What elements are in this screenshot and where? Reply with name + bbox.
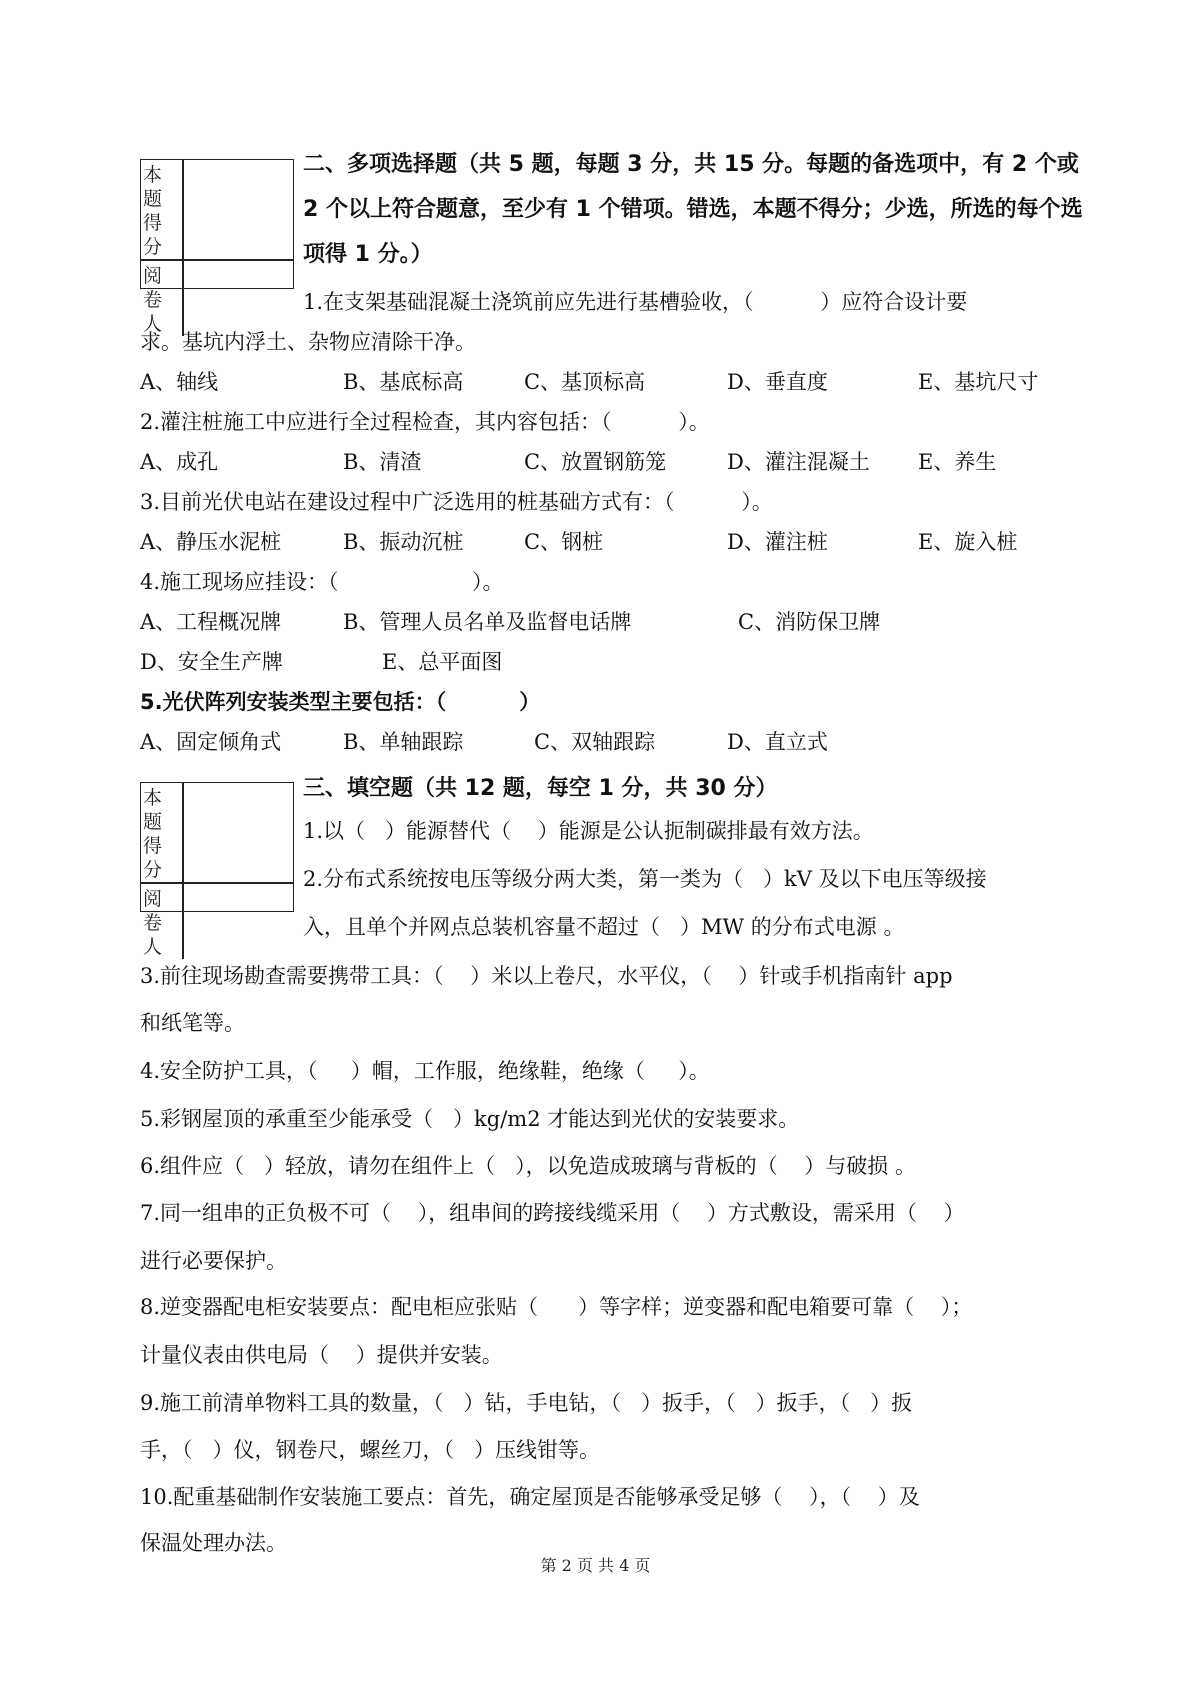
- fill-blank-line-15: 10.配重基础制作安装施工要点：首先，确定屋顶是否能够承受足够（ ），（ ）及: [140, 1485, 920, 1509]
- q2-option-c: C、放置钢筋笼: [524, 450, 667, 474]
- reviewer-label: 阅卷人: [141, 260, 183, 336]
- question-2-line-1: 2.灌注桩施工中应进行全过程检查，其内容包括：（ ）。: [140, 410, 710, 434]
- reviewer-value-cell: [183, 883, 293, 959]
- q1-option-c: C、基顶标高: [524, 370, 646, 394]
- q5-option-c: C、双轴跟踪: [534, 730, 656, 754]
- fill-blank-line-1: 1.以（ ）能源替代（ ）能源是公认扼制碳排最有效方法。: [303, 819, 874, 843]
- fill-blank-line-10: 进行必要保护。: [140, 1249, 287, 1273]
- fill-blank-line-16: 保温处理办法。: [140, 1531, 287, 1555]
- score-box-section-3: [140, 782, 294, 958]
- fill-blank-line-8: 6.组件应（ ）轻放，请勿在组件上（ ），以免造成玻璃与背板的（ ）与破损 。: [140, 1154, 916, 1178]
- section-3-heading: 三、填空题（共 12 题，每空 1 分，共 30 分）: [303, 776, 778, 801]
- q1-option-d: D、垂直度: [727, 370, 828, 394]
- score-label: 本题得分: [141, 160, 183, 260]
- q4-option-d: D、安全生产牌: [140, 650, 283, 674]
- reviewer-label: 阅卷人: [141, 883, 183, 959]
- q1-option-e: E、基坑尺寸: [918, 370, 1039, 394]
- fill-blank-line-5: 和纸笔等。: [140, 1011, 245, 1035]
- question-1-line-2: 求。基坑内浮土、杂物应清除干净。: [140, 330, 476, 354]
- question-4-line-1: 4.施工现场应挂设：（ ）。: [140, 570, 504, 594]
- q1-option-a: A、轴线: [140, 370, 219, 394]
- fill-blank-line-2: 2.分布式系统按电压等级分两大类，第一类为（ ）kV 及以下电压等级接: [303, 867, 987, 891]
- q2-option-d: D、灌注混凝土: [727, 450, 870, 474]
- q2-option-b: B、清渣: [343, 450, 422, 474]
- fill-blank-line-12: 计量仪表由供电局（ ）提供并安装。: [140, 1343, 503, 1367]
- score-value-cell: [183, 160, 293, 260]
- q5-option-b: B、单轴跟踪: [343, 730, 464, 754]
- section-2-heading: 二、多项选择题（共 5 题，每题 3 分，共 15 分。每题的备选项中，有 2 个或 2 个以上符合题意，至少有 1 个错项。错选，本题不得分；少选，所选的每个选项得 1 分。）: [303, 152, 1083, 267]
- q5-option-a: A、固定倾角式: [140, 730, 282, 754]
- q4-option-e: E、总平面图: [382, 650, 503, 674]
- q3-option-c: C、钢桩: [524, 530, 604, 554]
- q4-option-a: A、工程概况牌: [140, 610, 282, 634]
- question-3-line-1: 3.目前光伏电站在建设过程中广泛选用的桩基础方式有：（ ）。: [140, 490, 773, 514]
- q3-option-d: D、灌注桩: [727, 530, 828, 554]
- q3-option-e: E、旋入桩: [918, 530, 1018, 554]
- fill-blank-line-13: 9.施工前清单物料工具的数量，（ ）钻，手电钻，（ ）扳手，（ ）扳手，（ ）扳: [140, 1391, 913, 1415]
- score-label: 本题得分: [141, 783, 183, 883]
- fill-blank-line-9: 7.同一组串的正负极不可（ ），组串间的跨接线缆采用（ ）方式敷设，需采用（ ）: [140, 1201, 965, 1225]
- q3-option-a: A、静压水泥桩: [140, 530, 282, 554]
- q4-option-b: B、管理人员名单及监督电话牌: [343, 610, 632, 634]
- fill-blank-line-6: 4.安全防护工具，（ ）帽，工作服，绝缘鞋，绝缘（ ）。: [140, 1059, 710, 1083]
- fill-blank-line-11: 8.逆变器配电柜安装要点：配电柜应张贴（ ）等字样；逆变器和配电箱要可靠（ ）；: [140, 1295, 973, 1319]
- reviewer-value-cell: [183, 260, 293, 336]
- q4-option-c: C、消防保卫牌: [738, 610, 881, 634]
- page-footer: 第 2 页 共 4 页: [540, 1556, 651, 1575]
- q5-option-d: D、直立式: [727, 730, 828, 754]
- score-box-section-2: [140, 159, 294, 335]
- q2-option-a: A、成孔: [140, 450, 219, 474]
- fill-blank-line-7: 5.彩钢屋顶的承重至少能承受（ ）kg/m2 才能达到光伏的安装要求。: [140, 1107, 800, 1131]
- question-1-line-1: 1.在支架基础混凝土浇筑前应先进行基槽验收，（ ）应符合设计要: [303, 290, 968, 314]
- fill-blank-line-3: 入，且单个并网点总装机容量不超过（ ）MW 的分布式电源 。: [303, 915, 905, 939]
- score-value-cell: [183, 783, 293, 883]
- q2-option-e: E、养生: [918, 450, 997, 474]
- question-5-line-1: 5.光伏阵列安装类型主要包括：（ ）: [140, 690, 541, 714]
- fill-blank-line-14: 手，（ ）仪，钢卷尺，螺丝刀，（ ）压线钳等。: [140, 1438, 601, 1462]
- q3-option-b: B、振动沉桩: [343, 530, 464, 554]
- q1-option-b: B、基底标高: [343, 370, 464, 394]
- fill-blank-line-4: 3.前往现场勘查需要携带工具：（ ）米以上卷尺，水平仪，（ ）针或手机指南针 app: [140, 964, 953, 988]
